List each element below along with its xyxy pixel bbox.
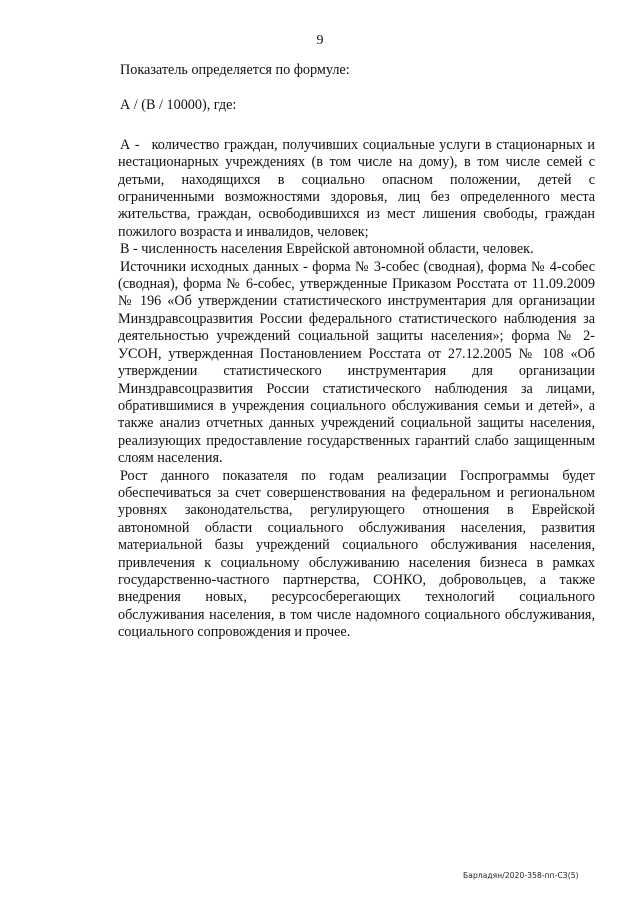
page-number: 9: [316, 33, 324, 48]
definition-a: [118, 137, 595, 241]
definition-b: В - численность населения Еврейской автономной области, человек.: [120, 241, 534, 258]
definition-a-lead: А -: [120, 136, 140, 153]
formula-intro: Показатель определяется по формуле:: [120, 62, 350, 78]
sources-paragraph: Источники исходных данных - форма № 3-собес (сводная), форма № 4-собес (сводная), форма № 6-собес, утвержденные Приказом Росстата от 11.09.2009 № 196 «Об утверждении статистического инструментария для организации Минздравсоцразвития России федерального статистического наблюдения за деятельностью учреждений социальной защиты населения»; форма № 2-УСОН, утвержденная Постановлением Росстата от 27.12.2005 № 108 «Об утверждении статистического инструментария для организации Минздравсоцразвития России статистического наблюдения за лицами, обратившимися в учреждения социального обслуживания семьи и детей», а также анализ отчетных данных учреждений социальной защиты населения, реализующих предоставление государственных гарантий слабо защищенным слоям населения.: [118, 258, 595, 467]
formula: А / (В / 10000), где:: [120, 97, 237, 114]
document-body: [118, 62, 595, 642]
growth-paragraph: Рост данного показателя по годам реализации Госпрограммы будет обеспечиваться за счет совершенствования на федеральном и региональном уровнях законодательства, регулирующего отношения в Еврейской автономной области социального обслуживания населения, развития материальной базы учреждений социального обслуживания населения, привлечения к социальному обслуживанию населения бизнеса в рамках государственно-частного партнерства, СОНКО, добровольцев, а также внедрения новых, ресурсосберегающих технологий социального обслуживания населения, в том числе надомного социального обслуживания, социального сопровождения и прочее.: [118, 467, 595, 641]
definition-a-text: количество граждан, получивших социальные услуги в стационарных и нестационарных учреждениях (в том числе на дому), в том числе семей с детьми, находящихся в социально опасном положении, детей с ограниченными возможностями здоровья, лиц без определенного места жительства, граждан, освободившихся из мест лишения свободы, граждан пожилого возраста и инвалидов, человек;: [118, 136, 595, 240]
document-code: Барладян/2020-358-пп-СЗ(5): [463, 871, 579, 880]
